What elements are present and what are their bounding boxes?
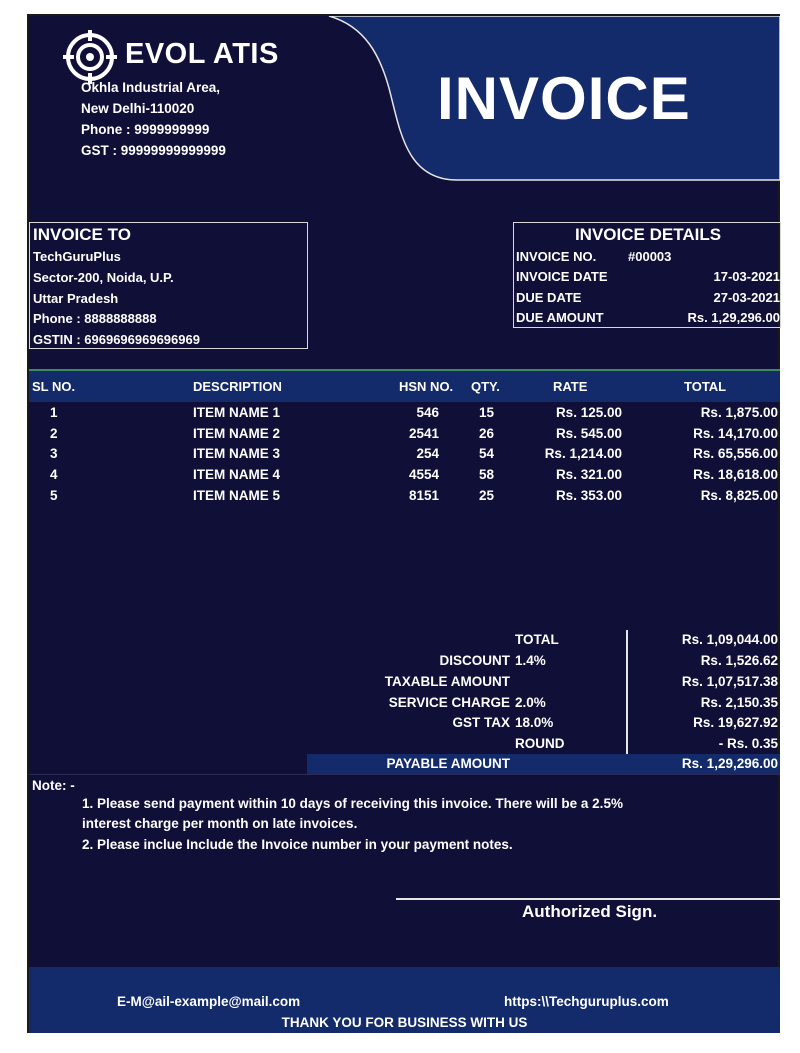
- row-rate: Rs. 545.00: [555, 426, 622, 441]
- invoice-details-box: [513, 222, 781, 328]
- payable-value: Rs. 1,29,296.00: [681, 756, 778, 771]
- summary-divider: [626, 630, 628, 754]
- invoice-to-heading: INVOICE TO: [33, 225, 131, 244]
- row-rate: Rs. 353.00: [555, 488, 622, 503]
- note-line-3: 2. Please inclue Include the Invoice number in your payment notes.: [82, 837, 513, 852]
- col-rate-header: RATE: [553, 379, 588, 394]
- row-rate: Rs. 321.00: [555, 467, 622, 482]
- due-date-value: 27-03-2021: [713, 290, 780, 305]
- row-qty: 15: [478, 405, 494, 420]
- footer-email[interactable]: E-M@ail-example@mail.com: [117, 994, 301, 1009]
- company-phone: Phone : 9999999999: [81, 122, 210, 137]
- total-label: TOTAL: [515, 632, 559, 647]
- discount-label: DISCOUNT: [439, 653, 510, 668]
- invoice-details-heading: INVOICE DETAILS: [574, 225, 722, 244]
- service-charge-label: SERVICE CHARGE: [388, 695, 510, 710]
- row-qty: 26: [478, 426, 494, 441]
- discount-value: Rs. 1,526.62: [700, 653, 778, 668]
- row-rate: Rs. 1,214.00: [544, 446, 622, 461]
- col-hsn-header: HSN NO.: [399, 379, 454, 394]
- client-gstin: GSTIN : 6969696969696969: [33, 332, 200, 347]
- row-qty: 58: [478, 467, 494, 482]
- client-phone: Phone : 8888888888: [33, 311, 157, 326]
- gst-tax-label: GST TAX: [452, 715, 510, 730]
- notes-separator: [29, 774, 780, 775]
- taxable-label: TAXABLE AMOUNT: [384, 674, 510, 689]
- footer-band: [29, 967, 780, 1033]
- payable-label: PAYABLE AMOUNT: [386, 756, 510, 771]
- company-gst: GST : 99999999999999: [81, 143, 226, 158]
- row-total: Rs. 14,170.00: [693, 426, 778, 441]
- invoice-to-box: [29, 222, 308, 349]
- invoice-title: INVOICE: [437, 65, 691, 132]
- row-description: ITEM NAME 4: [193, 467, 281, 482]
- col-total-header: TOTAL: [684, 379, 727, 394]
- invoice-no-value: #00003: [628, 249, 672, 264]
- service-charge-value: Rs. 2,150.35: [700, 695, 778, 710]
- service-charge-percent: 2.0%: [515, 695, 546, 710]
- due-date-label: DUE DATE: [516, 290, 582, 305]
- row-rate: Rs. 125.00: [555, 405, 622, 420]
- invoice-date-label: INVOICE DATE: [516, 269, 608, 284]
- row-qty: 54: [478, 446, 494, 461]
- taxable-value: Rs. 1,07,517.38: [681, 674, 778, 689]
- row-total: Rs. 8,825.00: [700, 488, 778, 503]
- crosshair-target-icon: [63, 30, 117, 84]
- gst-tax-value: Rs. 19,627.92: [693, 715, 778, 730]
- company-address-line1: Okhla Industrial Area,: [81, 80, 221, 95]
- row-description: ITEM NAME 5: [193, 488, 281, 503]
- notes-heading: Note: -: [32, 778, 75, 793]
- round-value: - Rs. 0.35: [718, 736, 778, 751]
- row-sl: 2: [50, 426, 58, 441]
- col-qty-header: QTY.: [471, 379, 500, 394]
- row-sl: 1: [50, 405, 58, 420]
- authorized-signature: Authorized Sign.: [522, 902, 658, 921]
- row-hsn: 546: [416, 405, 439, 420]
- items-table-header: [29, 369, 780, 402]
- client-address-line1: Sector-200, Noida, U.P.: [33, 270, 174, 285]
- signature-line: [396, 898, 780, 900]
- note-line-2: interest charge per month on late invoices.: [82, 816, 358, 831]
- row-total: Rs. 1,875.00: [700, 405, 778, 420]
- company-name: EVOL ATIS: [125, 38, 279, 70]
- col-description-header: DESCRIPTION: [193, 379, 282, 394]
- row-hsn: 2541: [408, 426, 439, 441]
- row-description: ITEM NAME 2: [193, 426, 281, 441]
- invoice-date-value: 17-03-2021: [713, 269, 780, 284]
- row-total: Rs. 65,556.00: [693, 446, 778, 461]
- row-description: ITEM NAME 1: [193, 405, 281, 420]
- row-hsn: 4554: [408, 467, 439, 482]
- row-qty: 25: [478, 488, 494, 503]
- row-sl: 4: [50, 467, 58, 482]
- gst-tax-percent: 18.0%: [515, 715, 554, 730]
- row-sl: 5: [50, 488, 58, 503]
- col-sl-header: SL NO.: [32, 379, 76, 394]
- footer-website[interactable]: https:\\Techguruplus.com: [504, 994, 669, 1009]
- row-total: Rs. 18,618.00: [693, 467, 778, 482]
- discount-percent: 1.4%: [515, 653, 546, 668]
- total-value: Rs. 1,09,044.00: [681, 632, 778, 647]
- row-hsn: 8151: [408, 488, 439, 503]
- invoice-no-label: INVOICE NO.: [516, 249, 597, 264]
- due-amount-label: DUE AMOUNT: [516, 310, 604, 325]
- row-hsn: 254: [416, 446, 439, 461]
- row-sl: 3: [50, 446, 58, 461]
- company-address-line2: New Delhi-110020: [81, 101, 195, 116]
- note-line-1: 1. Please send payment within 10 days of receiving this invoice. There will be a 2.5%: [82, 796, 623, 811]
- client-name: TechGuruPlus: [33, 249, 121, 264]
- round-label: ROUND: [515, 736, 565, 751]
- footer-thanks: THANK YOU FOR BUSINESS WITH US: [281, 1015, 528, 1030]
- due-amount-value: Rs. 1,29,296.00: [687, 310, 780, 325]
- client-address-line2: Uttar Pradesh: [33, 291, 119, 306]
- invoice-page: [27, 14, 780, 1033]
- row-description: ITEM NAME 3: [193, 446, 281, 461]
